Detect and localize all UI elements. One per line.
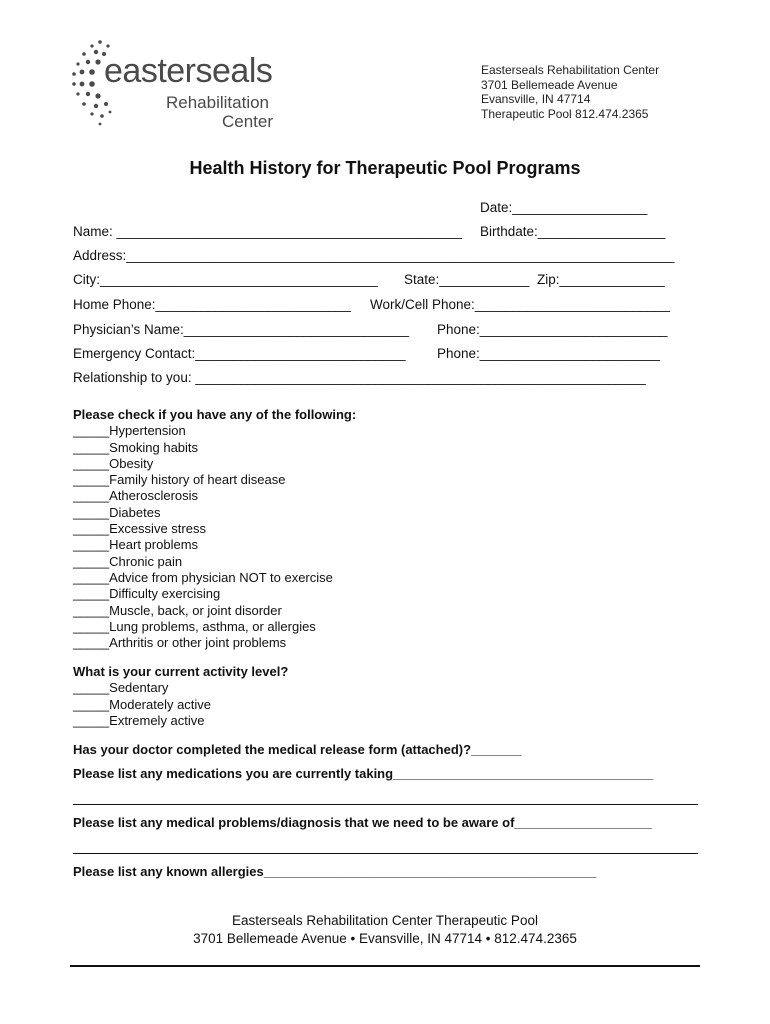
name-field[interactable]: Name: ______________________________________________	[73, 224, 462, 239]
footer	[0, 912, 770, 948]
checklist-item[interactable]: _____Diabetes	[73, 504, 161, 520]
allergies-question[interactable]: Please list any known allergies______________________________________________	[73, 864, 597, 879]
checklist-item[interactable]: _____Difficulty exercising	[73, 586, 221, 602]
logo-subtitle-2: Center	[222, 112, 274, 131]
footer-line-1: Easterseals Rehabilitation Center Therapeutic Pool	[232, 913, 538, 928]
city-field[interactable]: City:_____________________________________	[73, 272, 378, 287]
checklist-item[interactable]: _____Heart problems	[73, 537, 199, 553]
address-line: 3701 Bellemeade Avenue	[481, 77, 618, 92]
work-phone-field[interactable]: Work/Cell Phone:__________________________	[370, 297, 671, 312]
checklist-item[interactable]: _____Arthritis or other joint problems	[73, 635, 287, 651]
logo-subtitle-1: Rehabilitation	[166, 93, 270, 112]
home-phone-field[interactable]: Home Phone:__________________________	[73, 297, 351, 312]
address-field[interactable]: Address:_________________________________________________________________________	[73, 248, 675, 263]
emergency-phone-field[interactable]: Phone:________________________	[437, 346, 660, 361]
medical-problems-answer-line[interactable]	[73, 853, 698, 854]
medications-answer-line[interactable]	[73, 804, 698, 805]
checklist-item[interactable]: _____Excessive stress	[73, 521, 206, 537]
address-block	[481, 63, 659, 122]
physician-phone-field[interactable]: Phone:_________________________	[437, 322, 668, 337]
checklist-item[interactable]: _____Chronic pain	[73, 553, 183, 569]
birthdate-field[interactable]: Birthdate:_________________	[480, 224, 666, 239]
logo-wordmark: easterseals	[104, 52, 273, 90]
activity-header: What is your current activity level?	[73, 664, 289, 679]
state-field[interactable]: State:____________	[404, 272, 530, 287]
activity-item[interactable]: _____Sedentary	[73, 680, 169, 696]
checklist-item[interactable]: _____Smoking habits	[73, 439, 199, 455]
address-line: Therapeutic Pool 812.474.2365	[481, 107, 649, 122]
checklist-item[interactable]: _____Atherosclerosis	[73, 488, 199, 504]
address-line: Evansville, IN 47714	[481, 92, 591, 107]
activity-item[interactable]: _____Moderately active	[73, 696, 212, 712]
date-field[interactable]: Date:__________________	[480, 200, 648, 215]
checklist-item[interactable]: _____Muscle, back, or joint disorder	[73, 602, 282, 618]
address-line: Easterseals Rehabilitation Center	[481, 63, 660, 77]
checklist-item[interactable]: _____Family history of heart disease	[73, 472, 286, 488]
page-title: Health History for Therapeutic Pool Programs	[189, 158, 581, 178]
footer-divider	[70, 965, 700, 967]
release-form-question[interactable]: Has your doctor completed the medical release form (attached)?_______	[73, 742, 522, 757]
relationship-field[interactable]: Relationship to you: ____________________________________________________________	[73, 370, 646, 385]
zip-field[interactable]: Zip:______________	[537, 272, 665, 287]
physician-name-field[interactable]: Physician’s Name:______________________________	[73, 322, 410, 337]
conditions-section	[73, 407, 356, 651]
medical-problems-question[interactable]: Please list any medical problems/diagnosis that we need to be aware of___________________	[73, 815, 652, 830]
checklist-item[interactable]: _____Hypertension	[73, 423, 186, 439]
emergency-contact-field[interactable]: Emergency Contact:____________________________	[73, 346, 406, 361]
medications-question[interactable]: Please list any medications you are currently taking____________________________________	[73, 766, 654, 781]
easterseals-logo	[70, 36, 300, 132]
activity-section	[73, 664, 288, 729]
conditions-header: Please check if you have any of the following:	[73, 407, 357, 422]
checklist-item[interactable]: _____Obesity	[73, 455, 154, 471]
checklist-item[interactable]: _____Advice from physician NOT to exercise	[73, 569, 333, 585]
activity-item[interactable]: _____Extremely active	[73, 712, 205, 728]
footer-line-2: 3701 Bellemeade Avenue • Evansville, IN 47714 • 812.474.2365	[193, 931, 577, 946]
checklist-item[interactable]: _____Lung problems, asthma, or allergies	[73, 618, 316, 634]
